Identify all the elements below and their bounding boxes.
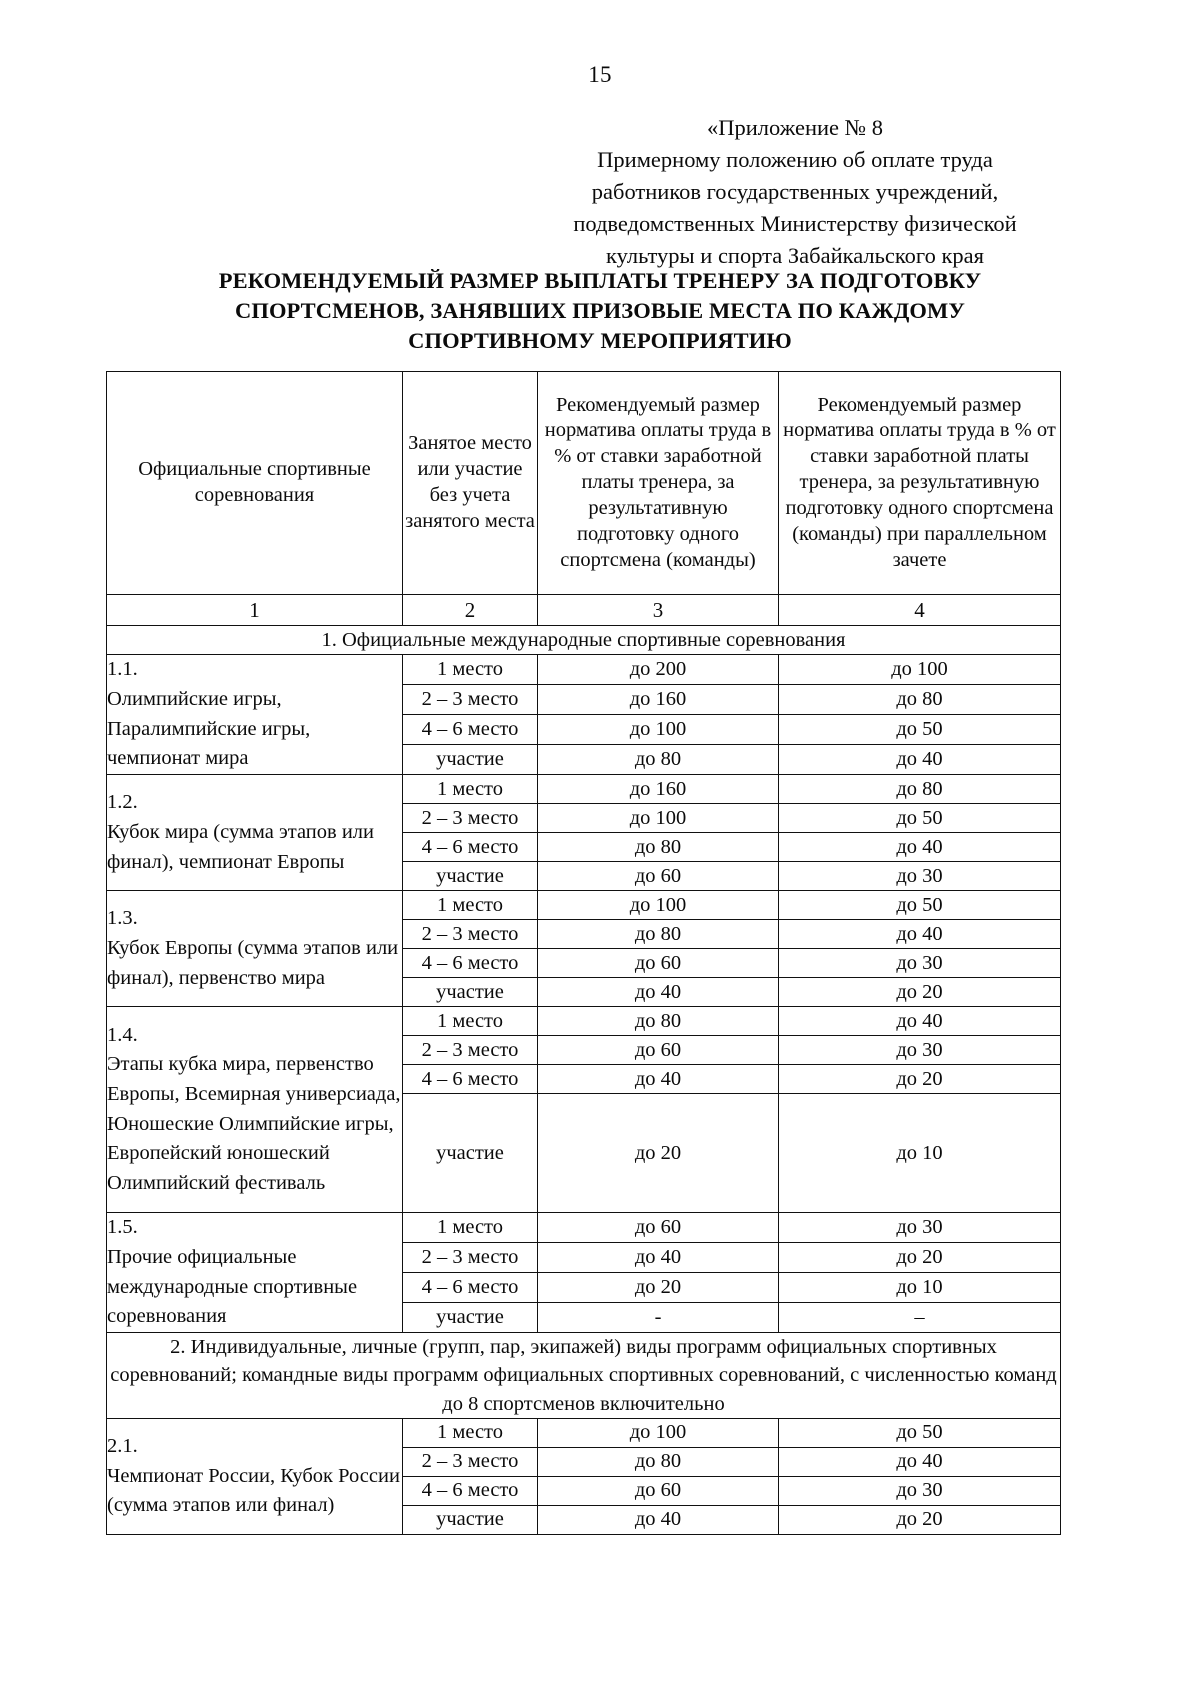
column-number-row xyxy=(107,595,1061,626)
rate-single-cell: до 160 xyxy=(538,775,779,804)
place-cell: 4 – 6 место xyxy=(403,833,538,862)
place-cell: участие xyxy=(403,745,538,775)
place-cell: 1 место xyxy=(403,775,538,804)
rate-parallel-cell: до 30 xyxy=(779,862,1061,891)
place-cell: 4 – 6 место xyxy=(403,1476,538,1505)
rate-single-cell: до 40 xyxy=(538,978,779,1007)
rate-parallel-cell: до 50 xyxy=(779,804,1061,833)
header-cell-place: Занятое место или участие без учета занятого места xyxy=(403,372,538,595)
rate-parallel-cell: до 40 xyxy=(779,1007,1061,1036)
appendix-line: культуры и спорта Забайкальского края xyxy=(606,242,984,268)
rate-single-cell: до 100 xyxy=(538,1418,779,1447)
rate-parallel-cell: до 20 xyxy=(779,1065,1061,1094)
page-number: 15 xyxy=(588,62,612,87)
column-number: 4 xyxy=(779,595,1061,626)
place-cell: 1 место xyxy=(403,655,538,685)
place-cell: 2 – 3 место xyxy=(403,1036,538,1065)
competition-group-cell xyxy=(107,1007,403,1213)
rate-single-cell: до 80 xyxy=(538,1447,779,1476)
rate-single-cell: до 160 xyxy=(538,685,779,715)
group-number: 1.4. xyxy=(107,1023,138,1046)
appendix-reference-block xyxy=(560,112,1030,272)
place-cell: 1 место xyxy=(403,891,538,920)
title-line: СПОРТИВНОМУ МЕРОПРИЯТИЮ xyxy=(408,327,792,353)
rate-single-cell: до 20 xyxy=(538,1273,779,1303)
rate-single-cell: до 60 xyxy=(538,1476,779,1505)
place-cell: участие xyxy=(403,862,538,891)
rate-single-cell: до 200 xyxy=(538,655,779,685)
rate-single-cell: до 60 xyxy=(538,949,779,978)
rate-single-cell: до 60 xyxy=(538,862,779,891)
rate-single-cell: до 40 xyxy=(538,1065,779,1094)
place-cell: участие xyxy=(403,1303,538,1333)
payment-rates-table xyxy=(106,371,1061,1535)
rate-parallel-cell: до 50 xyxy=(779,1418,1061,1447)
place-cell: участие xyxy=(403,1505,538,1534)
group-number: 1.3. xyxy=(107,907,138,930)
title-line: СПОРТСМЕНОВ, ЗАНЯВШИХ ПРИЗОВЫЕ МЕСТА ПО КАЖДОМУ xyxy=(235,297,965,323)
title-line: РЕКОМЕНДУЕМЫЙ РАЗМЕР ВЫПЛАТЫ ТРЕНЕРУ ЗА ПОДГОТОВКУ xyxy=(218,268,982,293)
payment-rates-table-wrapper xyxy=(106,371,1060,1535)
appendix-line: подведомственных Министерству физической xyxy=(573,210,1017,236)
place-cell: 4 – 6 место xyxy=(403,949,538,978)
group-number: 1.5. xyxy=(107,1216,138,1239)
place-cell: 4 – 6 место xyxy=(403,1065,538,1094)
rate-single-cell: до 100 xyxy=(538,715,779,745)
place-cell: 4 – 6 место xyxy=(403,1273,538,1303)
section-title: 2. Индивидуальные, личные (групп, пар, экипажей) виды программ официальных спортивных соревнований; командные виды программ официальных спортивных соревнований, с численностью команд до 8 спортсменов включительно xyxy=(107,1333,1061,1419)
section-title-row xyxy=(107,626,1061,655)
appendix-line: работников государственных учреждений, xyxy=(591,178,999,204)
rate-parallel-cell: до 20 xyxy=(779,1243,1061,1273)
rate-parallel-cell: до 20 xyxy=(779,1505,1061,1534)
table-row xyxy=(107,1418,1061,1447)
rate-parallel-cell: до 40 xyxy=(779,920,1061,949)
rate-single-cell: до 80 xyxy=(538,1007,779,1036)
table-header-row xyxy=(107,372,1061,595)
rate-parallel-cell: – xyxy=(779,1303,1061,1333)
table-row xyxy=(107,891,1061,920)
group-name: Олимпийские игры, Паралимпийские игры, чемпионат мира xyxy=(107,688,311,770)
place-cell: 1 место xyxy=(403,1418,538,1447)
group-name: Этапы кубка мира, первенство Европы, Всемирная универсиада, Юношеские Олимпийские игры, Европейский юношеский Олимпийский фестиваль xyxy=(107,1053,401,1195)
group-name: Чемпионат России, Кубок России (сумма этапов или финал) xyxy=(107,1464,400,1517)
rate-single-cell: до 80 xyxy=(538,833,779,862)
rate-parallel-cell: до 10 xyxy=(779,1273,1061,1303)
rate-parallel-cell: до 30 xyxy=(779,949,1061,978)
place-cell: 2 – 3 место xyxy=(403,685,538,715)
place-cell: участие xyxy=(403,1094,538,1213)
header-cell-rate-parallel: Рекомендуемый размер норматива оплаты труда в % от ставки заработной платы тренера, за результативную подготовку одного спортсмена (команды) при параллельном зачете xyxy=(779,372,1061,595)
rate-single-cell: до 40 xyxy=(538,1505,779,1534)
competition-group-cell xyxy=(107,1418,403,1534)
rate-single-cell: до 80 xyxy=(538,920,779,949)
rate-parallel-cell: до 80 xyxy=(779,685,1061,715)
table-row xyxy=(107,775,1061,804)
group-number: 2.1. xyxy=(107,1434,138,1457)
rate-parallel-cell: до 80 xyxy=(779,775,1061,804)
table-row xyxy=(107,655,1061,685)
appendix-line: Примерному положению об оплате труда xyxy=(597,146,993,172)
rate-parallel-cell: до 20 xyxy=(779,978,1061,1007)
rate-single-cell: до 40 xyxy=(538,1243,779,1273)
place-cell: 4 – 6 место xyxy=(403,715,538,745)
rate-parallel-cell: до 40 xyxy=(779,833,1061,862)
rate-parallel-cell: до 40 xyxy=(779,745,1061,775)
group-number: 1.1. xyxy=(107,658,138,681)
rate-parallel-cell: до 50 xyxy=(779,715,1061,745)
place-cell: 2 – 3 место xyxy=(403,920,538,949)
column-number: 3 xyxy=(538,595,779,626)
place-cell: 2 – 3 место xyxy=(403,1447,538,1476)
appendix-line: «Приложение № 8 xyxy=(707,115,883,140)
rate-parallel-cell: до 100 xyxy=(779,655,1061,685)
place-cell: 2 – 3 место xyxy=(403,804,538,833)
place-cell: 1 место xyxy=(403,1007,538,1036)
rate-parallel-cell: до 40 xyxy=(779,1447,1061,1476)
column-number: 2 xyxy=(403,595,538,626)
group-name: Кубок мира (сумма этапов или финал), чемпионат Европы xyxy=(107,820,374,873)
group-number: 1.2. xyxy=(107,791,138,814)
table-body xyxy=(107,626,1061,1535)
competition-group-cell xyxy=(107,891,403,1007)
header-cell-rate-single: Рекомендуемый размер норматива оплаты труда в % от ставки заработной платы тренера, за результативную подготовку одного спортсмена (команды) xyxy=(538,372,779,595)
rate-parallel-cell: до 10 xyxy=(779,1094,1061,1213)
rate-single-cell: до 20 xyxy=(538,1094,779,1213)
group-name: Кубок Европы (сумма этапов или финал), первенство мира xyxy=(107,936,399,989)
place-cell: 2 – 3 место xyxy=(403,1243,538,1273)
table-row xyxy=(107,1213,1061,1243)
rate-single-cell: до 100 xyxy=(538,891,779,920)
section-title: 1. Официальные международные спортивные соревнования xyxy=(107,626,1061,655)
rate-single-cell: до 60 xyxy=(538,1036,779,1065)
column-number: 1 xyxy=(107,595,403,626)
rate-single-cell: - xyxy=(538,1303,779,1333)
rate-single-cell: до 100 xyxy=(538,804,779,833)
rate-single-cell: до 60 xyxy=(538,1213,779,1243)
rate-parallel-cell: до 30 xyxy=(779,1213,1061,1243)
header-cell-competitions: Официальные спортивные соревнования xyxy=(107,372,403,595)
section-title-row xyxy=(107,1333,1061,1419)
rate-single-cell: до 80 xyxy=(538,745,779,775)
place-cell: 1 место xyxy=(403,1213,538,1243)
rate-parallel-cell: до 50 xyxy=(779,891,1061,920)
competition-group-cell xyxy=(107,775,403,891)
competition-group-cell xyxy=(107,1213,403,1333)
rate-parallel-cell: до 30 xyxy=(779,1476,1061,1505)
place-cell: участие xyxy=(403,978,538,1007)
table-row xyxy=(107,1007,1061,1036)
competition-group-cell xyxy=(107,655,403,775)
group-name: Прочие официальные международные спортивные соревнования xyxy=(107,1245,358,1328)
page-title xyxy=(150,266,1050,356)
rate-parallel-cell: до 30 xyxy=(779,1036,1061,1065)
